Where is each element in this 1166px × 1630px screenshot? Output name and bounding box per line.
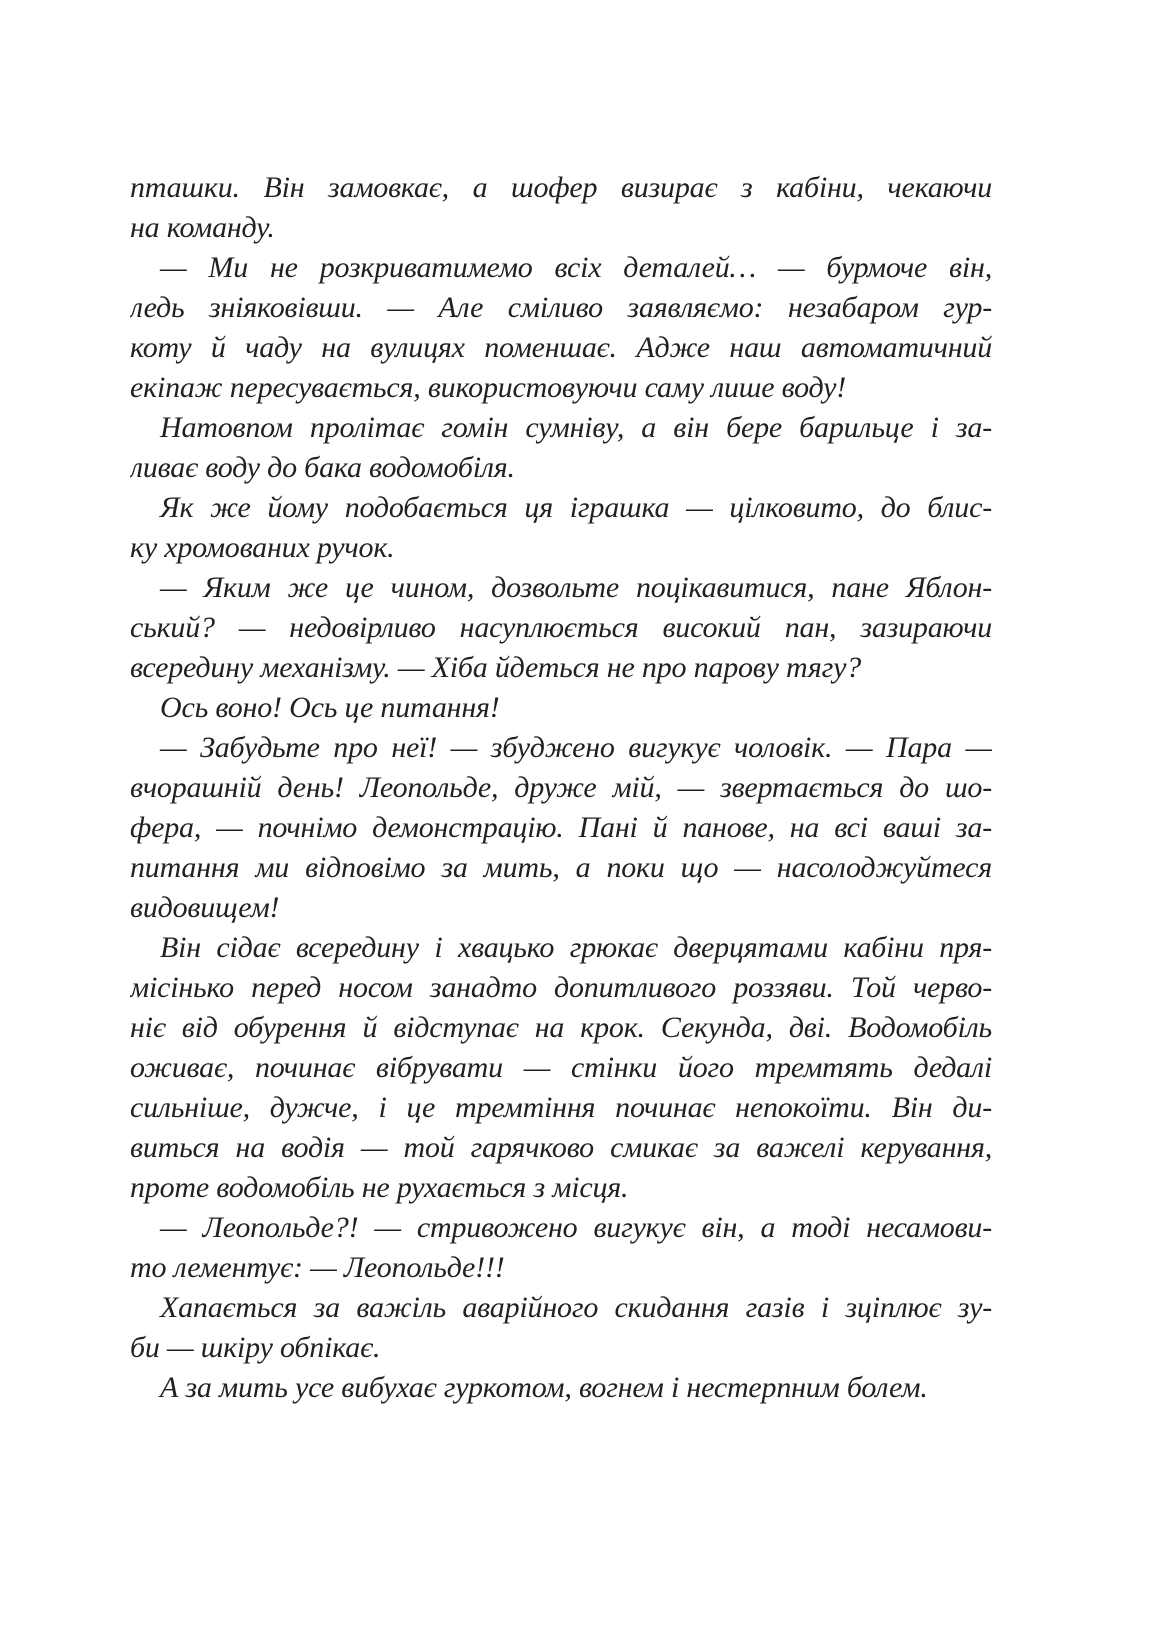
- text-line: ливає воду до бака водомобіля.: [130, 451, 515, 484]
- text-line: — Яким же це чином, дозвольте поцікавитися, пане Яблон-: [160, 571, 992, 604]
- text-line: — Забудьте про неї! — збуджено вигукує чоловік. — Пара —: [160, 731, 992, 764]
- text-line: Ось воно! Ось це питання!: [160, 691, 500, 724]
- text-line: Натовпом пролітає гомін сумніву, а він бере барильце і за-: [160, 411, 992, 444]
- text-line: на команду.: [130, 211, 275, 244]
- text-line: то лементує: — Леопольде!!!: [130, 1251, 505, 1284]
- text-line: ніє від обурення й відступає на крок. Секунда, дві. Водомобіль: [130, 1011, 992, 1044]
- text-line: коту й чаду на вулицях поменшає. Адже наш автоматичний: [130, 331, 992, 364]
- text-line: питання ми відповімо за мить, а поки що — насолоджуйтеся: [130, 851, 992, 884]
- text-line: Хапається за важіль аварійного скидання газів і зціплює зу-: [160, 1291, 992, 1324]
- text-line: проте водомобіль не рухається з місця.: [130, 1171, 629, 1204]
- text-line: би — шкіру обпікає.: [130, 1331, 381, 1364]
- text-line: — Ми не розкриватимемо всіх деталей… — бурмоче він,: [160, 251, 992, 284]
- text-line: А за мить усе вибухає гуркотом, вогнем і нестерпним болем.: [160, 1371, 928, 1404]
- text-line: оживає, починає вібрувати — стінки його тремтять дедалі: [130, 1051, 992, 1084]
- text-line: Він сідає всередину і хвацько грюкає дверцятами кабіни пря-: [160, 931, 992, 964]
- text-line: — Леопольде?! — стривожено вигукує він, а тоді несамови-: [160, 1211, 992, 1244]
- text-line: пташки. Він замовкає, а шофер визирає з кабіни, чекаючи: [130, 171, 992, 204]
- text-line: місінько перед носом занадто допитливого роззяви. Той черво-: [130, 971, 992, 1004]
- text-line: фера, — почнімо демонстрацію. Пані й панове, на всі ваші за-: [130, 811, 992, 844]
- text-line: Як же йому подобається ця іграшка — цілковито, до блис-: [160, 491, 992, 524]
- text-line: ський? — недовірливо насуплюється високий пан, зазираючи: [130, 611, 992, 644]
- text-line: ку хромованих ручок.: [130, 531, 395, 564]
- text-line: ледь зніяковівши. — Але сміливо заявляємо: незабаром гур-: [130, 291, 992, 324]
- text-line: видовищем!: [130, 891, 280, 924]
- text-line: сильніше, дужче, і це тремтіння починає непокоїти. Він ди-: [130, 1091, 992, 1124]
- text-line: всередину механізму. — Хіба йдеться не про парову тягу?: [130, 651, 862, 684]
- page-text: [130, 168, 992, 1408]
- text-line: вчорашній день! Леопольде, друже мій, — звертається до шо-: [130, 771, 992, 804]
- text-line: екіпаж пересувається, використовуючи саму лише воду!: [130, 371, 846, 404]
- text-line: виться на водія — той гарячково смикає за важелі керування,: [130, 1131, 992, 1164]
